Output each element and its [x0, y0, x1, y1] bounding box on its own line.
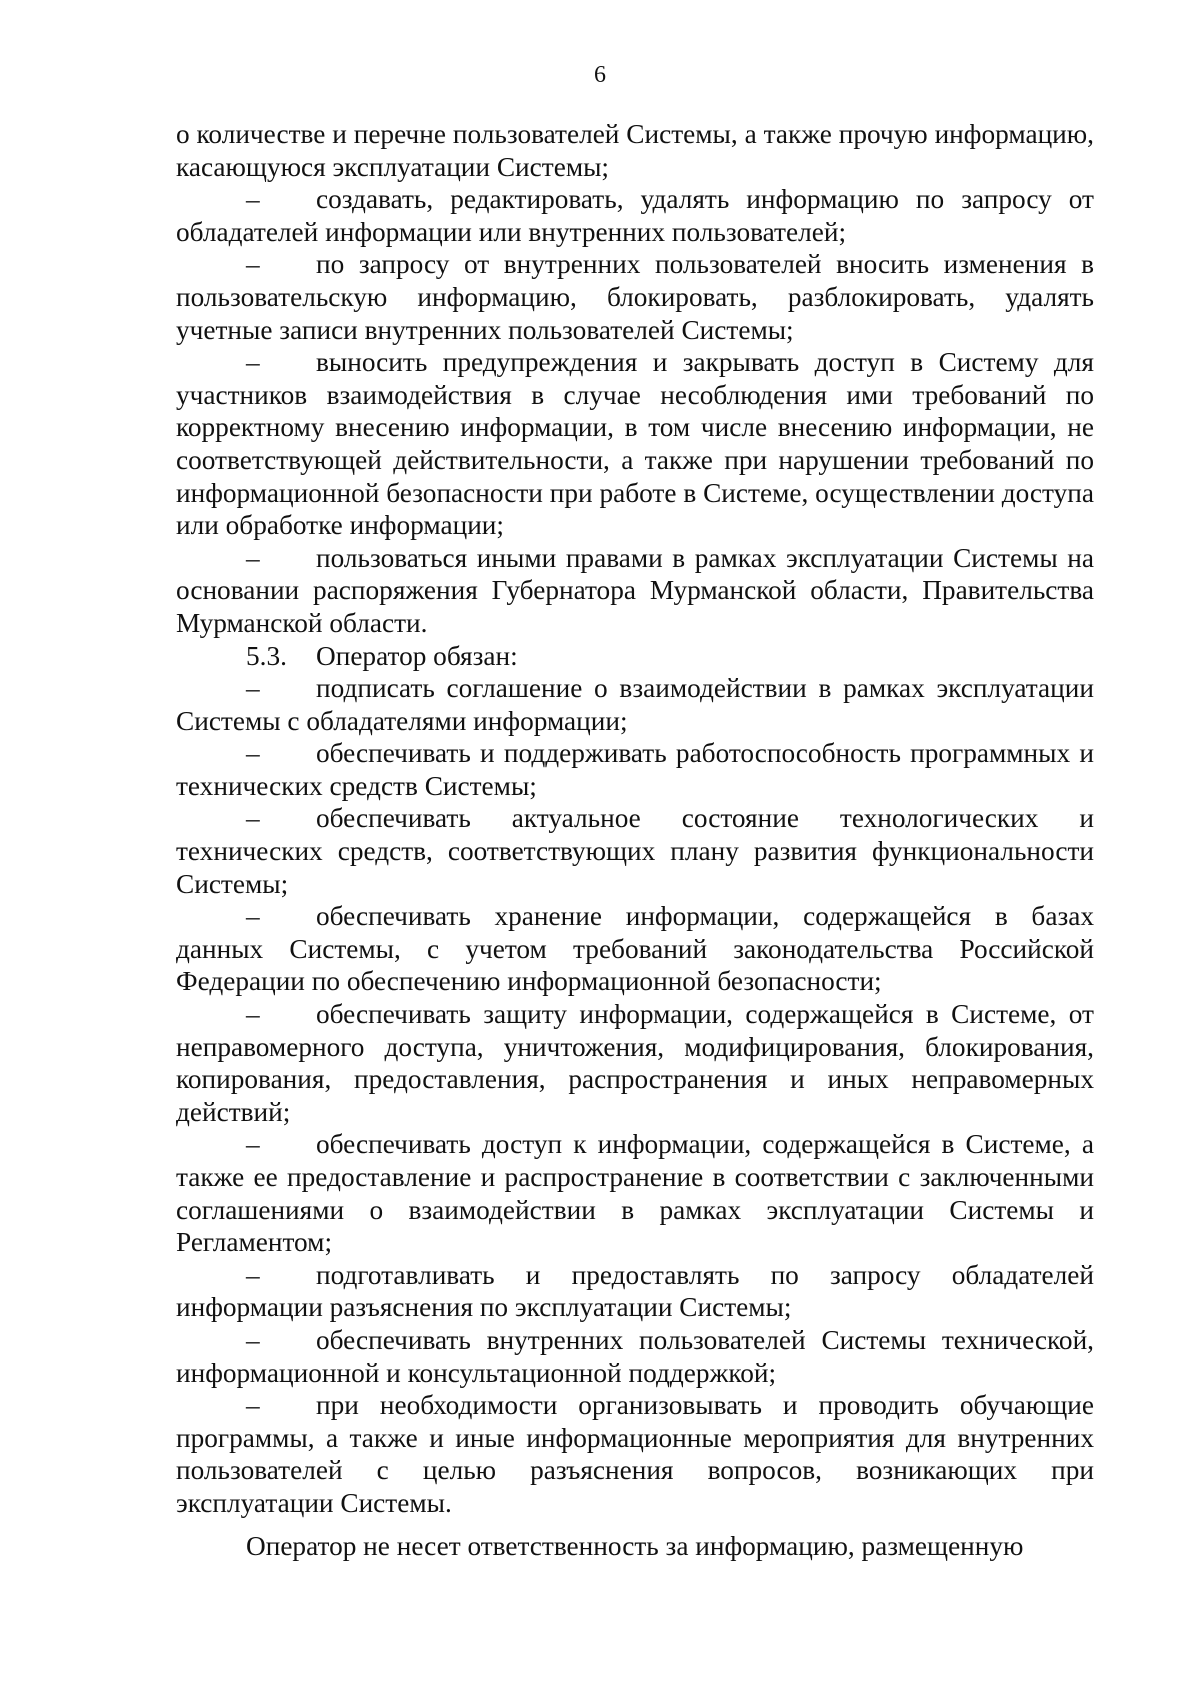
- list-item: [176, 1128, 1094, 1258]
- list-item: [176, 672, 1094, 737]
- list-item: [176, 542, 1094, 640]
- list-item-text: подготавливать и предоставлять по запросу обладателей информации разъяснения по эксплуатации Системы;: [176, 1259, 1094, 1323]
- paragraph-continuation: [176, 118, 1094, 183]
- list-item-text: обеспечивать хранение информации, содержащейся в базах данных Системы, с учетом требований законодательства Российской Федерации по обеспечению информационной безопасности;: [176, 901, 1094, 997]
- list-item-text: обеспечивать внутренних пользователей Системы технической, информационной и консультационной поддержкой;: [176, 1324, 1094, 1388]
- list-item: [176, 900, 1094, 998]
- list-item-text: выносить предупреждения и закрывать доступ в Систему для участников взаимодействия в случае несоблюдения ими требований по корректному внесению информации, в том числе внесению информации, не соответствующей действительности, а также при нарушении требований по информационной безопасности при работе в Системе, осуществлении доступа или обработке информации;: [176, 347, 1094, 541]
- list-item: [176, 998, 1094, 1128]
- list-item: [176, 1259, 1094, 1324]
- document-body: [176, 118, 1094, 1562]
- dash-marker: –: [246, 1324, 260, 1355]
- list-item: [176, 183, 1094, 248]
- dash-marker: –: [246, 184, 260, 215]
- dash-marker: –: [246, 542, 260, 573]
- list-item: [176, 1324, 1094, 1389]
- list-item-text: обеспечивать актуальное состояние технологических и технических средств, соответствующих плану развития функциональности Системы;: [176, 803, 1094, 899]
- list-item: [176, 1389, 1094, 1519]
- list-item-text: обеспечивать защиту информации, содержащейся в Системе, от неправомерного доступа, уничтожения, модифицирования, блокирования, копирования, предоставления, распространения и иных неправомерных действий;: [176, 999, 1094, 1127]
- list-item-text: пользоваться иными правами в рамках эксплуатации Системы на основании распоряжения Губернатора Мурманской области, Правительства Мурманской области.: [176, 542, 1094, 638]
- dash-marker: –: [246, 347, 260, 378]
- list-item: [176, 802, 1094, 900]
- dash-marker: –: [246, 999, 260, 1030]
- list-item: [176, 346, 1094, 542]
- list-item-text: обеспечивать доступ к информации, содержащейся в Системе, а также ее предоставление и распространение в соответствии с заключенными соглашениями о взаимодействии в рамках эксплуатации Системы и Регламентом;: [176, 1129, 1094, 1258]
- list-item-text: по запросу от внутренних пользователей вносить изменения в пользовательскую информацию, блокировать, разблокировать, удалять учетные записи внутренних пользователей Системы;: [176, 249, 1094, 345]
- dash-marker: –: [246, 901, 260, 932]
- list-item-text: создавать, редактировать, удалять информацию по запросу от обладателей информации или внутренних пользователей;: [176, 184, 1094, 247]
- dash-marker: –: [246, 249, 260, 280]
- list-item-text: при необходимости организовывать и проводить обучающие программы, а также и иные информационные мероприятия для внутренних пользователей с целью разъяснения вопросов, возникающих при эксплуатации Системы.: [176, 1390, 1094, 1518]
- clause-number: 5.3.: [246, 640, 287, 671]
- list-item: [176, 248, 1094, 346]
- dash-marker: –: [246, 803, 260, 834]
- numbered-clause: [176, 640, 1094, 673]
- clause-text: Оператор обязан:: [316, 640, 518, 671]
- list-item: [176, 737, 1094, 802]
- page-number: 6: [594, 62, 606, 88]
- list-item-text: подписать соглашение о взаимодействии в рамках эксплуатации Системы с обладателями информации;: [176, 673, 1094, 736]
- paragraph-text: о количестве и перечне пользователей Системы, а также прочую информацию, касающуюся эксплуатации Системы;: [176, 119, 1094, 182]
- dash-marker: –: [246, 673, 260, 704]
- list-item-text: обеспечивать и поддерживать работоспособность программных и технических средств Системы;: [176, 738, 1094, 801]
- dash-marker: –: [246, 1390, 260, 1421]
- paragraph-text: Оператор не несет ответственность за информацию, размещенную: [246, 1530, 1024, 1561]
- dash-marker: –: [246, 738, 260, 769]
- paragraph-operator-liability: [176, 1530, 1094, 1563]
- dash-marker: –: [246, 1129, 260, 1160]
- dash-marker: –: [246, 1259, 260, 1290]
